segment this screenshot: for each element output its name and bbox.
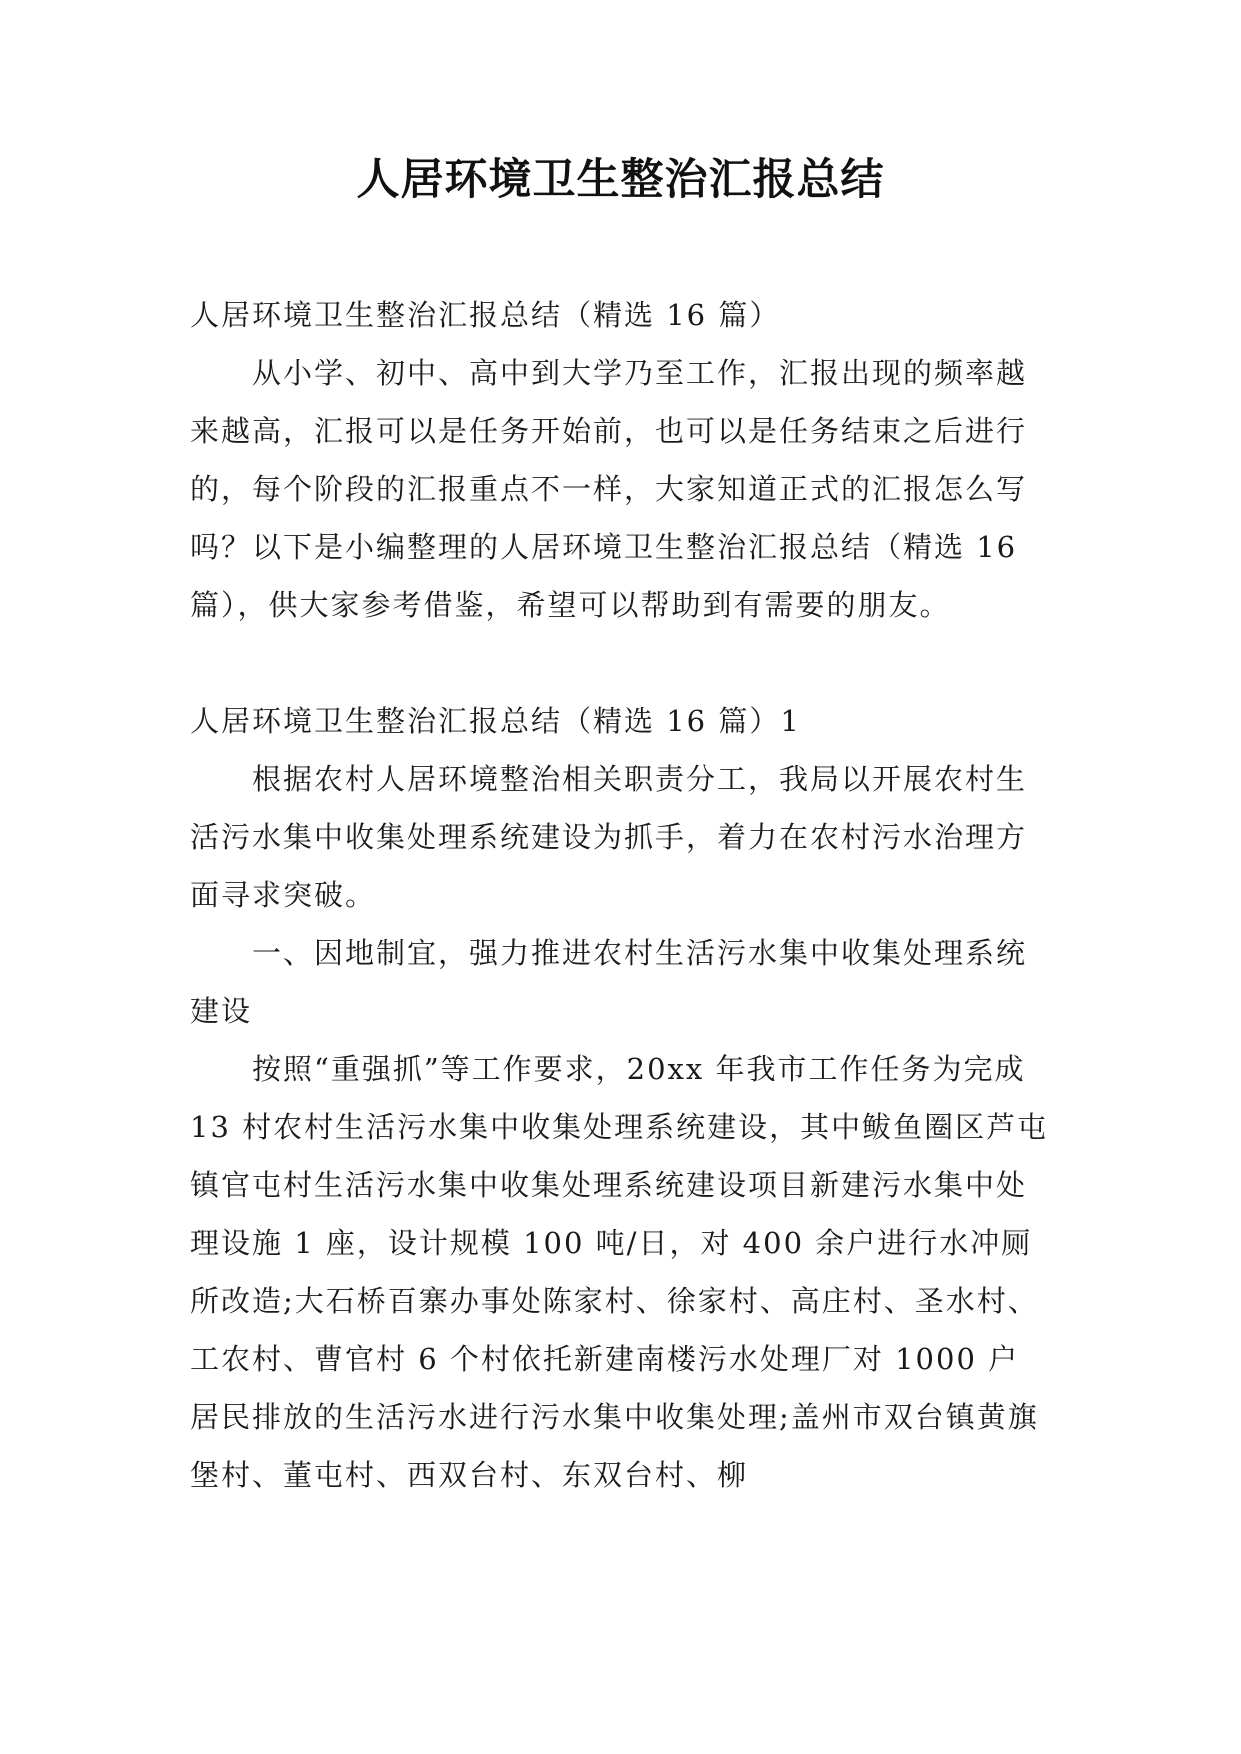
document-title: 人居环境卫生整治汇报总结 <box>356 155 885 205</box>
body-paragraph-2: 一、因地制宜，强力推进农村生活污水集中收集处理系统建设 <box>190 936 1028 1028</box>
section-spacer <box>190 634 1050 692</box>
body-paragraph-3: 按照“重强抓”等工作要求，20xx 年我市工作任务为完成 13 村农村生活污水集中收集处理系统建设，其中鲅鱼圈区芦屯镇官屯村生活污水集中收集处理系统建设项目新建污水集中处理设施 1 座，设计规模 100 吨/日，对 400 余户进行水冲厕所改造;大石桥百寨办事处陈家村、徐家村、高庄村、圣水村、工农村、曹官村 6 个村依托新建南楼污水处理厂对 1000 户居民排放的生活污水进行污水集中收集处理;盖州市双台镇黄旗堡村、董屯村、西双台村、东双台村、柳 <box>190 1052 1049 1492</box>
intro-paragraph: 从小学、初中、高中到大学乃至工作，汇报出现的频率越来越高，汇报可以是任务开始前，也可以是任务结束之后进行的，每个阶段的汇报重点不一样，大家知道正式的汇报怎么写吗？以下是小编整理的人居环境卫生整治汇报总结（精选 16 篇），供大家参考借鉴，希望可以帮助到有需要的朋友。 <box>190 356 1028 622</box>
document-subtitle: 人居环境卫生整治汇报总结（精选 16 篇） <box>190 298 781 332</box>
document-body <box>190 286 1050 1504</box>
body-paragraph-1: 根据农村人居环境整治相关职责分工，我局以开展农村生活污水集中收集处理系统建设为抓手，着力在农村污水治理方面寻求突破。 <box>190 762 1028 912</box>
section-heading: 人居环境卫生整治汇报总结（精选 16 篇）1 <box>190 704 801 738</box>
